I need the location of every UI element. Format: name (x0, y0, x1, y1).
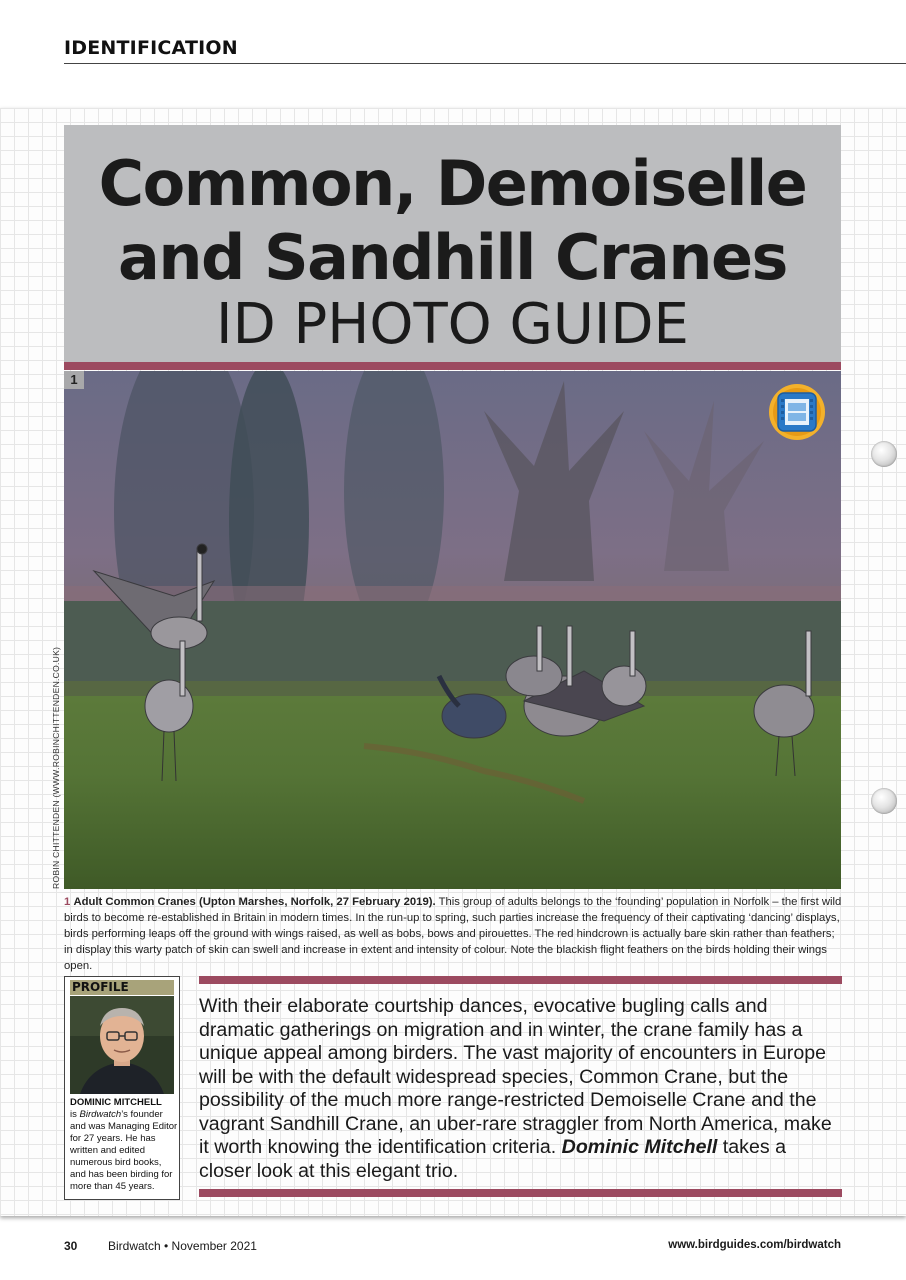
section-divider (64, 63, 906, 64)
caption-heading: Adult Common Cranes (Upton Marshes, Norfolk, 27 February 2019). (73, 896, 436, 908)
photo-caption (64, 894, 842, 974)
intro-paragraph (199, 995, 842, 1183)
bio-magazine: Birdwatch (79, 1109, 122, 1120)
bio-prefix: is (70, 1109, 80, 1120)
page-number: 30 (64, 1239, 78, 1253)
film-strip-icon[interactable] (768, 383, 826, 441)
crane-photo (64, 371, 841, 889)
profile-heading: PROFILE (70, 980, 174, 995)
author-profile-box (64, 976, 180, 1200)
bio-rest: ’s founder and was Managing Editor for 27 years. He has written and edited numerous bird books, and has been birding for more than 45 years. (70, 1109, 178, 1192)
title-line: Common, Demoiselle (98, 147, 807, 220)
page-title (64, 147, 841, 295)
author-bio (70, 1109, 178, 1193)
footer-url[interactable]: www.birdguides.com/birdwatch (668, 1239, 841, 1251)
intro-text: With their elaborate courtship dances, evocative bugling calls and dramatic gatherings on migration and in winter, the crane family has a unique appeal among birders. The vast majority of encounters in Europe will be with the default widespread species, Common Crane, but the possibility of the much more range-restricted Demoiselle Crane and the vagrant Sandhill Crane, an uber-rare straggler from North America, make it worth knowing the identification criteria. (199, 995, 832, 1158)
intro-author-suffix: takes a closer look at this elegant trio. (199, 1136, 786, 1182)
title-line: and Sandhill Cranes (118, 221, 787, 294)
title-panel (64, 125, 841, 362)
intro-author: Dominic Mitchell (561, 1136, 718, 1158)
magazine-issue: Birdwatch • November 2021 (108, 1239, 257, 1253)
binder-hole (871, 441, 897, 467)
binder-hole (871, 788, 897, 814)
photo-credit: ROBIN CHITTENDEN (WWW.ROBINCHITTENDEN.CO.UK) (51, 646, 61, 889)
title-accent-bar (64, 362, 841, 370)
photo-number: 1 (64, 371, 84, 389)
author-portrait (70, 996, 174, 1094)
author-name: DOMINIC MITCHELL (70, 1097, 162, 1108)
intro-top-bar (199, 976, 842, 984)
intro-bottom-bar (199, 1189, 842, 1197)
section-label: IDENTIFICATION (64, 37, 238, 59)
caption-text: This group of adults belongs to the ‘founding’ population in Norfolk – the first wild birds to become re-established in Britain in modern times. In the run-up to spring, such parties increase the frequency of their captivating ‘dancing’ displays, birds performing leaps off the ground with wings raised, as well as bobs, bows and pirouettes. The red hindcrown is actually bare skin rather than feathers; in display this warty patch of skin can swell and increase in extent and intensity of colour. Note the blackish flight feathers on the birds holding their wings open. (64, 896, 842, 972)
page-subtitle: ID PHOTO GUIDE (216, 292, 689, 357)
caption-number: 1 (64, 896, 71, 908)
